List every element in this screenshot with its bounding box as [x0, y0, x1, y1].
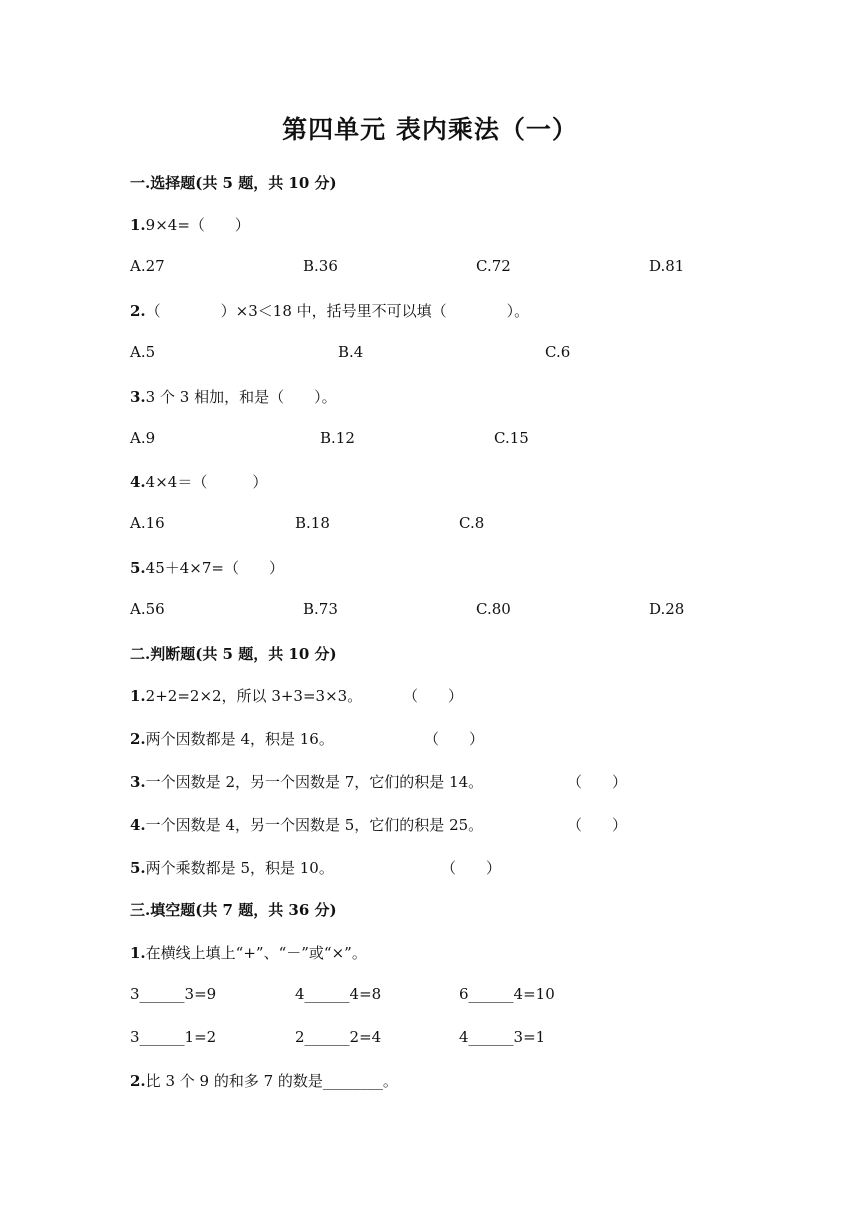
- answer-bracket[interactable]: （ ）: [441, 859, 502, 877]
- question-fill-1: [130, 942, 367, 963]
- section-heading-fill: 三.填空题(共 7 题，共 36 分): [130, 901, 337, 919]
- option-d: D.28: [649, 600, 685, 618]
- question-choice-5: [130, 557, 284, 578]
- fill-blank-item[interactable]: 2______2=4: [295, 1028, 382, 1046]
- section-heading-choice: 一.选择题(共 5 题，共 10 分): [130, 174, 337, 192]
- question-text: 一个因数是 4，另一个因数是 5，它们的积是 25。: [145, 816, 484, 834]
- fill-blank-item[interactable]: 4______3=1: [459, 1028, 546, 1046]
- question-number: 1.: [130, 944, 146, 962]
- question-number: 5.: [130, 859, 146, 877]
- question-text: 在横线上填上“+”、“－”或“×”。: [145, 944, 367, 962]
- option-a: A.5: [130, 343, 156, 361]
- question-judge-5: [130, 857, 334, 878]
- option-d: D.81: [649, 257, 685, 275]
- option-a: A.27: [130, 257, 165, 275]
- question-text: 比 3 个 9 的和多 7 的数是________。: [145, 1072, 398, 1090]
- section-heading-judge: 二.判断题(共 5 题，共 10 分): [130, 645, 337, 663]
- option-b: B.73: [303, 600, 338, 618]
- answer-bracket[interactable]: （ ）: [567, 816, 628, 834]
- question-judge-3: [130, 771, 483, 792]
- question-judge-1: [130, 685, 362, 706]
- question-text: 两个因数都是 4，积是 16。: [145, 730, 334, 748]
- question-number: 1.: [130, 216, 146, 234]
- option-a: A.56: [130, 600, 165, 618]
- question-text: 4×4＝（ ）: [145, 473, 268, 491]
- question-judge-2: [130, 728, 334, 749]
- answer-bracket[interactable]: （ ）: [567, 773, 628, 791]
- page-title: 第四单元 表内乘法（一）: [282, 115, 578, 144]
- option-c: C.8: [459, 514, 485, 532]
- question-number: 3.: [130, 388, 146, 406]
- question-fill-2: [130, 1070, 398, 1091]
- question-choice-1: [130, 214, 250, 235]
- question-text: （ ）×3＜18 中，括号里不可以填（ ）。: [145, 302, 530, 320]
- option-b: B.12: [320, 429, 355, 447]
- question-number: 5.: [130, 559, 146, 577]
- question-number: 2.: [130, 302, 146, 320]
- option-c: C.80: [476, 600, 511, 618]
- question-text: 9×4=（ ）: [145, 216, 250, 234]
- question-text: 两个乘数都是 5，积是 10。: [145, 859, 334, 877]
- question-text: 3 个 3 相加，和是（ ）。: [145, 388, 337, 406]
- question-text: 2+2=2×2，所以 3+3=3×3。: [145, 687, 363, 705]
- option-a: A.16: [130, 514, 165, 532]
- option-c: C.6: [545, 343, 571, 361]
- question-number: 1.: [130, 687, 146, 705]
- question-choice-3: [130, 386, 337, 407]
- option-a: A.9: [130, 429, 156, 447]
- question-text: 一个因数是 2，另一个因数是 7，它们的积是 14。: [145, 773, 484, 791]
- option-b: B.36: [303, 257, 338, 275]
- fill-blank-item[interactable]: 6______4=10: [459, 985, 555, 1003]
- option-b: B.18: [295, 514, 330, 532]
- question-number: 4.: [130, 816, 146, 834]
- fill-blank-item[interactable]: 3______3=9: [130, 985, 217, 1003]
- option-c: C.72: [476, 257, 511, 275]
- question-judge-4: [130, 814, 483, 835]
- question-number: 3.: [130, 773, 146, 791]
- option-c: C.15: [494, 429, 529, 447]
- question-number: 4.: [130, 473, 146, 491]
- fill-blank-item[interactable]: 3______1=2: [130, 1028, 217, 1046]
- question-choice-2: [130, 300, 529, 321]
- answer-bracket[interactable]: （ ）: [403, 687, 464, 705]
- question-text: 45＋4×7=（ ）: [145, 559, 284, 577]
- question-number: 2.: [130, 1072, 146, 1090]
- question-choice-4: [130, 471, 267, 492]
- option-b: B.4: [338, 343, 364, 361]
- fill-blank-item[interactable]: 4______4=8: [295, 985, 382, 1003]
- answer-bracket[interactable]: （ ）: [424, 730, 485, 748]
- question-number: 2.: [130, 730, 146, 748]
